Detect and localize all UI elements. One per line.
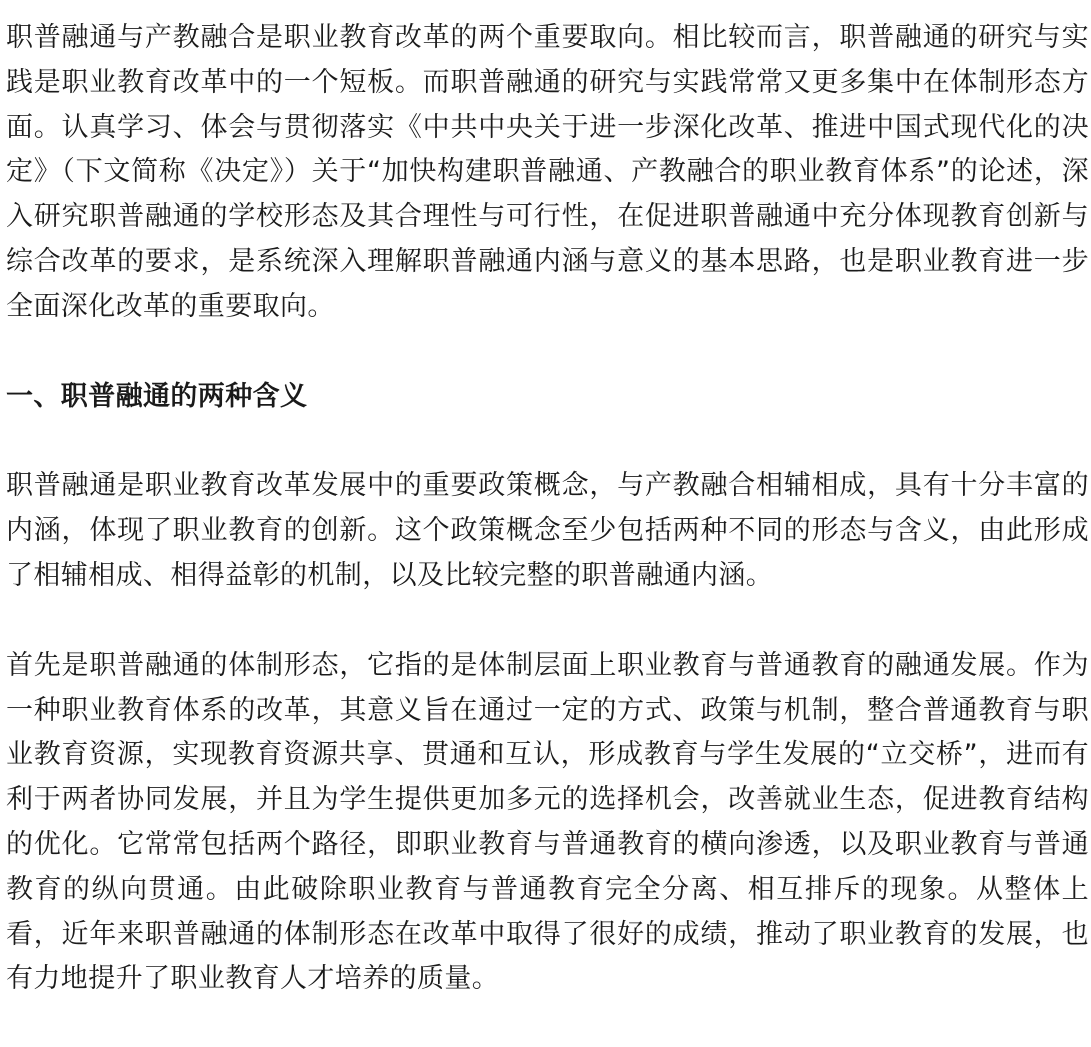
section1-paragraph-2: 首先是职普融通的体制形态，它指的是体制层面上职业教育与普通教育的融通发展。作为一种职业教育体系的改革，其意义旨在通过一定的方式、政策与机制，整合普通教育与职业教育资源，实现教育资源共享、贯通和互认，形成教育与学生发展的“立交桥”，进而有利于两者协同发展，并且为学生提供更加多元的选择机会，改善就业生态，促进教育结构的优化。它常常包括两个路径，即职业教育与普通教育的横向渗透，以及职业教育与普通教育的纵向贯通。由此破除职业教育与普通教育完全分离、相互排斥的现象。从整体上看，近年来职普融通的体制形态在改革中取得了很好的成绩，推动了职业教育的发展，也有力地提升了职业教育人才培养的质量。 bbox=[6, 649, 1089, 995]
section-heading: 一、职普融通的两种含义 bbox=[6, 380, 308, 412]
section1-paragraph-1: 职普融通是职业教育改革发展中的重要政策概念，与产教融合相辅相成，具有十分丰富的内涵，体现了职业教育的创新。这个政策概念至少包括两种不同的形态与含义，由此形成了相辅相成、相得益彰的机制，以及比较完整的职普融通内涵。 bbox=[6, 470, 1089, 591]
intro-paragraph: 职普融通与产教融合是职业教育改革的两个重要取向。相比较而言，职普融通的研究与实践是职业教育改革中的一个短板。而职普融通的研究与实践常常又更多集中在体制形态方面。认真学习、体会与贯彻落实《中共中央关于进一步深化改革、推进中国式现代化的决定》（下文简称《决定》）关于“加快构建职普融通、产教融合的职业教育体系”的论述，深入研究职普融通的学校形态及其合理性与可行性，在促进职普融通中充分体现教育创新与综合改革的要求，是系统深入理解职普融通内涵与意义的基本思路，也是职业教育进一步全面深化改革的重要取向。 bbox=[6, 22, 1089, 322]
article-body bbox=[6, 16, 1089, 1047]
